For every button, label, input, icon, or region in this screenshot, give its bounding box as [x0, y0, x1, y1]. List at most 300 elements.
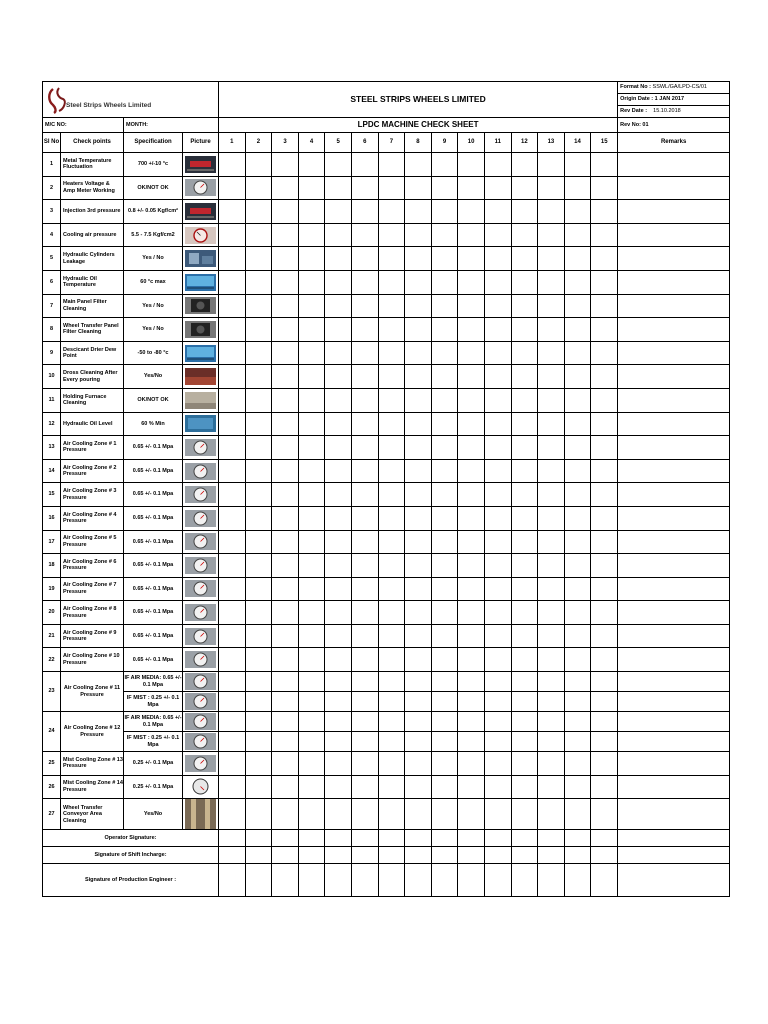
day-cell[interactable]	[405, 176, 432, 200]
day-cell[interactable]	[431, 601, 458, 625]
day-cell[interactable]	[219, 864, 246, 897]
day-cell[interactable]	[219, 732, 246, 752]
day-cell[interactable]	[511, 775, 538, 799]
remarks-cell[interactable]	[618, 247, 730, 271]
day-cell[interactable]	[538, 864, 565, 897]
day-cell[interactable]	[405, 247, 432, 271]
day-cell[interactable]	[298, 577, 325, 601]
day-cell[interactable]	[431, 692, 458, 712]
day-cell[interactable]	[458, 712, 485, 732]
day-cell[interactable]	[378, 799, 405, 830]
day-cell[interactable]	[245, 554, 272, 578]
day-cell[interactable]	[405, 341, 432, 365]
day-cell[interactable]	[538, 775, 565, 799]
remarks-cell[interactable]	[618, 318, 730, 342]
day-cell[interactable]	[564, 601, 591, 625]
day-cell[interactable]	[511, 365, 538, 389]
day-cell[interactable]	[591, 601, 618, 625]
day-cell[interactable]	[431, 577, 458, 601]
day-cell[interactable]	[564, 752, 591, 776]
day-cell[interactable]	[538, 692, 565, 712]
day-cell[interactable]	[431, 247, 458, 271]
day-cell[interactable]	[272, 341, 299, 365]
remarks-cell[interactable]	[618, 648, 730, 672]
day-cell[interactable]	[351, 554, 378, 578]
day-cell[interactable]	[219, 672, 246, 692]
day-cell[interactable]	[511, 223, 538, 247]
day-cell[interactable]	[511, 752, 538, 776]
day-cell[interactable]	[325, 483, 352, 507]
day-cell[interactable]	[219, 483, 246, 507]
day-cell[interactable]	[538, 318, 565, 342]
day-cell[interactable]	[458, 270, 485, 294]
day-cell[interactable]	[325, 732, 352, 752]
day-cell[interactable]	[272, 200, 299, 224]
day-cell[interactable]	[538, 459, 565, 483]
day-cell[interactable]	[405, 530, 432, 554]
day-cell[interactable]	[219, 388, 246, 412]
day-cell[interactable]	[591, 799, 618, 830]
day-cell[interactable]	[351, 864, 378, 897]
day-cell[interactable]	[378, 712, 405, 732]
day-cell[interactable]	[564, 341, 591, 365]
day-cell[interactable]	[245, 223, 272, 247]
day-cell[interactable]	[431, 223, 458, 247]
day-cell[interactable]	[591, 412, 618, 436]
day-cell[interactable]	[378, 830, 405, 847]
day-cell[interactable]	[405, 388, 432, 412]
day-cell[interactable]	[511, 712, 538, 732]
day-cell[interactable]	[458, 388, 485, 412]
day-cell[interactable]	[351, 483, 378, 507]
day-cell[interactable]	[325, 530, 352, 554]
day-cell[interactable]	[591, 459, 618, 483]
day-cell[interactable]	[219, 847, 246, 864]
day-cell[interactable]	[484, 483, 511, 507]
day-cell[interactable]	[484, 270, 511, 294]
day-cell[interactable]	[219, 530, 246, 554]
day-cell[interactable]	[351, 830, 378, 847]
day-cell[interactable]	[538, 847, 565, 864]
day-cell[interactable]	[378, 530, 405, 554]
day-cell[interactable]	[272, 247, 299, 271]
day-cell[interactable]	[351, 648, 378, 672]
day-cell[interactable]	[298, 692, 325, 712]
day-cell[interactable]	[272, 601, 299, 625]
day-cell[interactable]	[325, 247, 352, 271]
day-cell[interactable]	[431, 799, 458, 830]
day-cell[interactable]	[458, 672, 485, 692]
day-cell[interactable]	[378, 775, 405, 799]
day-cell[interactable]	[219, 365, 246, 389]
day-cell[interactable]	[458, 799, 485, 830]
day-cell[interactable]	[298, 247, 325, 271]
day-cell[interactable]	[405, 775, 432, 799]
day-cell[interactable]	[458, 732, 485, 752]
day-cell[interactable]	[325, 847, 352, 864]
day-cell[interactable]	[245, 692, 272, 712]
day-cell[interactable]	[245, 247, 272, 271]
day-cell[interactable]	[272, 459, 299, 483]
day-cell[interactable]	[538, 200, 565, 224]
day-cell[interactable]	[538, 624, 565, 648]
remarks-cell[interactable]	[618, 775, 730, 799]
day-cell[interactable]	[484, 294, 511, 318]
remarks-cell[interactable]	[618, 341, 730, 365]
day-cell[interactable]	[484, 775, 511, 799]
day-cell[interactable]	[431, 200, 458, 224]
day-cell[interactable]	[564, 412, 591, 436]
day-cell[interactable]	[272, 270, 299, 294]
day-cell[interactable]	[378, 554, 405, 578]
day-cell[interactable]	[272, 648, 299, 672]
day-cell[interactable]	[484, 365, 511, 389]
day-cell[interactable]	[325, 436, 352, 460]
day-cell[interactable]	[378, 864, 405, 897]
day-cell[interactable]	[245, 365, 272, 389]
day-cell[interactable]	[511, 692, 538, 712]
day-cell[interactable]	[378, 483, 405, 507]
day-cell[interactable]	[272, 436, 299, 460]
day-cell[interactable]	[378, 412, 405, 436]
day-cell[interactable]	[484, 577, 511, 601]
remarks-cell[interactable]	[618, 153, 730, 177]
day-cell[interactable]	[431, 506, 458, 530]
day-cell[interactable]	[431, 672, 458, 692]
day-cell[interactable]	[245, 412, 272, 436]
day-cell[interactable]	[325, 506, 352, 530]
day-cell[interactable]	[431, 459, 458, 483]
day-cell[interactable]	[591, 200, 618, 224]
day-cell[interactable]	[272, 223, 299, 247]
remarks-cell[interactable]	[618, 554, 730, 578]
day-cell[interactable]	[298, 200, 325, 224]
day-cell[interactable]	[272, 554, 299, 578]
day-cell[interactable]	[405, 294, 432, 318]
day-cell[interactable]	[378, 153, 405, 177]
day-cell[interactable]	[538, 483, 565, 507]
day-cell[interactable]	[591, 388, 618, 412]
day-cell[interactable]	[405, 601, 432, 625]
day-cell[interactable]	[458, 775, 485, 799]
day-cell[interactable]	[298, 270, 325, 294]
day-cell[interactable]	[298, 483, 325, 507]
day-cell[interactable]	[431, 270, 458, 294]
day-cell[interactable]	[458, 318, 485, 342]
day-cell[interactable]	[458, 247, 485, 271]
day-cell[interactable]	[272, 752, 299, 776]
day-cell[interactable]	[378, 847, 405, 864]
day-cell[interactable]	[458, 752, 485, 776]
day-cell[interactable]	[591, 712, 618, 732]
day-cell[interactable]	[564, 153, 591, 177]
day-cell[interactable]	[405, 752, 432, 776]
day-cell[interactable]	[591, 648, 618, 672]
day-cell[interactable]	[431, 412, 458, 436]
day-cell[interactable]	[272, 577, 299, 601]
day-cell[interactable]	[325, 176, 352, 200]
remarks-cell[interactable]	[618, 388, 730, 412]
day-cell[interactable]	[298, 153, 325, 177]
day-cell[interactable]	[405, 799, 432, 830]
day-cell[interactable]	[511, 554, 538, 578]
day-cell[interactable]	[538, 294, 565, 318]
day-cell[interactable]	[325, 672, 352, 692]
day-cell[interactable]	[378, 732, 405, 752]
day-cell[interactable]	[511, 577, 538, 601]
day-cell[interactable]	[484, 247, 511, 271]
day-cell[interactable]	[325, 459, 352, 483]
day-cell[interactable]	[484, 388, 511, 412]
day-cell[interactable]	[431, 624, 458, 648]
day-cell[interactable]	[219, 601, 246, 625]
day-cell[interactable]	[272, 799, 299, 830]
day-cell[interactable]	[351, 672, 378, 692]
day-cell[interactable]	[564, 847, 591, 864]
day-cell[interactable]	[591, 775, 618, 799]
day-cell[interactable]	[298, 388, 325, 412]
day-cell[interactable]	[431, 775, 458, 799]
day-cell[interactable]	[511, 176, 538, 200]
day-cell[interactable]	[431, 648, 458, 672]
day-cell[interactable]	[564, 223, 591, 247]
day-cell[interactable]	[591, 624, 618, 648]
day-cell[interactable]	[564, 270, 591, 294]
day-cell[interactable]	[378, 672, 405, 692]
day-cell[interactable]	[219, 247, 246, 271]
day-cell[interactable]	[298, 294, 325, 318]
day-cell[interactable]	[245, 270, 272, 294]
day-cell[interactable]	[511, 864, 538, 897]
day-cell[interactable]	[351, 318, 378, 342]
day-cell[interactable]	[538, 270, 565, 294]
day-cell[interactable]	[378, 341, 405, 365]
day-cell[interactable]	[245, 672, 272, 692]
day-cell[interactable]	[431, 483, 458, 507]
day-cell[interactable]	[484, 459, 511, 483]
day-cell[interactable]	[298, 648, 325, 672]
remarks-cell[interactable]	[618, 624, 730, 648]
day-cell[interactable]	[325, 752, 352, 776]
day-cell[interactable]	[325, 624, 352, 648]
day-cell[interactable]	[351, 270, 378, 294]
day-cell[interactable]	[325, 554, 352, 578]
day-cell[interactable]	[484, 176, 511, 200]
day-cell[interactable]	[458, 692, 485, 712]
day-cell[interactable]	[298, 799, 325, 830]
day-cell[interactable]	[245, 732, 272, 752]
day-cell[interactable]	[351, 799, 378, 830]
day-cell[interactable]	[298, 459, 325, 483]
day-cell[interactable]	[564, 483, 591, 507]
day-cell[interactable]	[378, 692, 405, 712]
day-cell[interactable]	[431, 388, 458, 412]
day-cell[interactable]	[511, 799, 538, 830]
day-cell[interactable]	[325, 200, 352, 224]
day-cell[interactable]	[245, 830, 272, 847]
day-cell[interactable]	[298, 624, 325, 648]
day-cell[interactable]	[591, 176, 618, 200]
day-cell[interactable]	[405, 365, 432, 389]
day-cell[interactable]	[458, 341, 485, 365]
day-cell[interactable]	[298, 672, 325, 692]
day-cell[interactable]	[405, 412, 432, 436]
day-cell[interactable]	[458, 365, 485, 389]
day-cell[interactable]	[245, 459, 272, 483]
day-cell[interactable]	[219, 412, 246, 436]
day-cell[interactable]	[484, 648, 511, 672]
day-cell[interactable]	[405, 270, 432, 294]
day-cell[interactable]	[564, 830, 591, 847]
day-cell[interactable]	[484, 223, 511, 247]
day-cell[interactable]	[511, 318, 538, 342]
day-cell[interactable]	[511, 436, 538, 460]
day-cell[interactable]	[378, 176, 405, 200]
remarks-cell[interactable]	[618, 176, 730, 200]
day-cell[interactable]	[431, 153, 458, 177]
day-cell[interactable]	[431, 847, 458, 864]
day-cell[interactable]	[245, 775, 272, 799]
day-cell[interactable]	[351, 200, 378, 224]
day-cell[interactable]	[591, 294, 618, 318]
remarks-cell[interactable]	[618, 223, 730, 247]
day-cell[interactable]	[378, 223, 405, 247]
day-cell[interactable]	[511, 341, 538, 365]
day-cell[interactable]	[564, 864, 591, 897]
day-cell[interactable]	[378, 365, 405, 389]
day-cell[interactable]	[591, 436, 618, 460]
day-cell[interactable]	[511, 388, 538, 412]
day-cell[interactable]	[458, 847, 485, 864]
day-cell[interactable]	[245, 341, 272, 365]
day-cell[interactable]	[591, 847, 618, 864]
day-cell[interactable]	[351, 388, 378, 412]
day-cell[interactable]	[245, 506, 272, 530]
day-cell[interactable]	[325, 775, 352, 799]
day-cell[interactable]	[538, 388, 565, 412]
day-cell[interactable]	[378, 270, 405, 294]
remarks-cell[interactable]	[618, 459, 730, 483]
day-cell[interactable]	[591, 554, 618, 578]
day-cell[interactable]	[458, 176, 485, 200]
day-cell[interactable]	[245, 530, 272, 554]
day-cell[interactable]	[591, 270, 618, 294]
day-cell[interactable]	[325, 412, 352, 436]
day-cell[interactable]	[431, 530, 458, 554]
day-cell[interactable]	[511, 830, 538, 847]
day-cell[interactable]	[564, 624, 591, 648]
day-cell[interactable]	[564, 554, 591, 578]
day-cell[interactable]	[458, 459, 485, 483]
day-cell[interactable]	[325, 830, 352, 847]
day-cell[interactable]	[245, 200, 272, 224]
day-cell[interactable]	[538, 732, 565, 752]
day-cell[interactable]	[511, 648, 538, 672]
day-cell[interactable]	[298, 554, 325, 578]
day-cell[interactable]	[458, 624, 485, 648]
day-cell[interactable]	[564, 648, 591, 672]
day-cell[interactable]	[325, 341, 352, 365]
day-cell[interactable]	[484, 732, 511, 752]
day-cell[interactable]	[245, 648, 272, 672]
day-cell[interactable]	[591, 223, 618, 247]
day-cell[interactable]	[378, 436, 405, 460]
day-cell[interactable]	[219, 176, 246, 200]
day-cell[interactable]	[298, 341, 325, 365]
day-cell[interactable]	[564, 459, 591, 483]
day-cell[interactable]	[219, 554, 246, 578]
day-cell[interactable]	[458, 436, 485, 460]
day-cell[interactable]	[564, 247, 591, 271]
day-cell[interactable]	[458, 830, 485, 847]
day-cell[interactable]	[351, 365, 378, 389]
day-cell[interactable]	[484, 672, 511, 692]
day-cell[interactable]	[351, 247, 378, 271]
day-cell[interactable]	[458, 506, 485, 530]
day-cell[interactable]	[298, 601, 325, 625]
day-cell[interactable]	[405, 847, 432, 864]
day-cell[interactable]	[405, 459, 432, 483]
day-cell[interactable]	[325, 223, 352, 247]
day-cell[interactable]	[351, 692, 378, 712]
remarks-cell[interactable]	[618, 483, 730, 507]
day-cell[interactable]	[538, 506, 565, 530]
day-cell[interactable]	[431, 341, 458, 365]
day-cell[interactable]	[272, 830, 299, 847]
day-cell[interactable]	[484, 506, 511, 530]
remarks-cell[interactable]	[618, 672, 730, 692]
day-cell[interactable]	[458, 294, 485, 318]
day-cell[interactable]	[405, 506, 432, 530]
day-cell[interactable]	[378, 247, 405, 271]
day-cell[interactable]	[405, 153, 432, 177]
day-cell[interactable]	[458, 648, 485, 672]
day-cell[interactable]	[564, 577, 591, 601]
remarks-cell[interactable]	[618, 200, 730, 224]
day-cell[interactable]	[405, 624, 432, 648]
day-cell[interactable]	[245, 577, 272, 601]
day-cell[interactable]	[219, 752, 246, 776]
remarks-cell[interactable]	[618, 294, 730, 318]
day-cell[interactable]	[564, 365, 591, 389]
day-cell[interactable]	[484, 847, 511, 864]
day-cell[interactable]	[511, 294, 538, 318]
day-cell[interactable]	[219, 153, 246, 177]
day-cell[interactable]	[484, 554, 511, 578]
day-cell[interactable]	[511, 732, 538, 752]
day-cell[interactable]	[484, 601, 511, 625]
remarks-cell[interactable]	[618, 601, 730, 625]
day-cell[interactable]	[511, 847, 538, 864]
day-cell[interactable]	[219, 648, 246, 672]
day-cell[interactable]	[538, 436, 565, 460]
day-cell[interactable]	[405, 318, 432, 342]
day-cell[interactable]	[591, 672, 618, 692]
day-cell[interactable]	[538, 365, 565, 389]
day-cell[interactable]	[405, 864, 432, 897]
day-cell[interactable]	[564, 294, 591, 318]
day-cell[interactable]	[245, 318, 272, 342]
day-cell[interactable]	[538, 672, 565, 692]
day-cell[interactable]	[272, 672, 299, 692]
day-cell[interactable]	[538, 554, 565, 578]
day-cell[interactable]	[298, 752, 325, 776]
day-cell[interactable]	[405, 483, 432, 507]
day-cell[interactable]	[219, 712, 246, 732]
day-cell[interactable]	[458, 530, 485, 554]
day-cell[interactable]	[351, 436, 378, 460]
day-cell[interactable]	[511, 672, 538, 692]
